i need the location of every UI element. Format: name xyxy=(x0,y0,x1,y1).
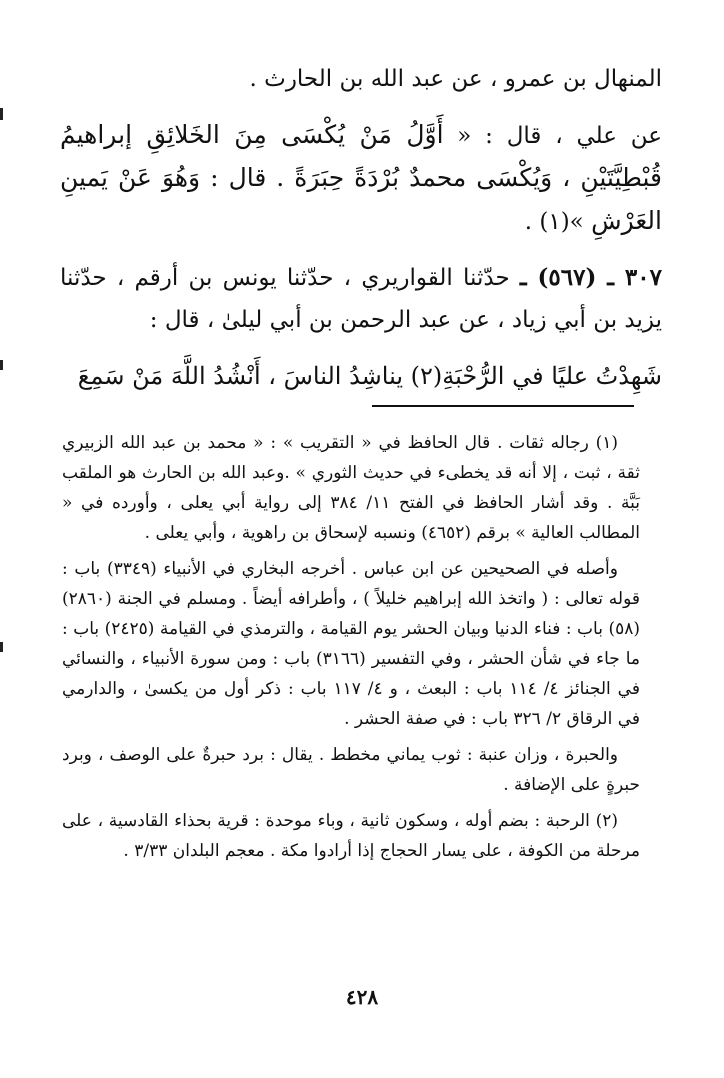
hadith-306-end: »(١) . xyxy=(524,209,592,235)
footnote-1-part-3: والحبرة ، وزان عنبة : ثوب يماني مخطط . يقال : برد حبرةٌ على الوصف ، وبرد حبرةٍ على الإضافة . xyxy=(62,745,640,795)
scan-edge-mark xyxy=(0,642,3,652)
main-text xyxy=(60,58,662,397)
main-line-1: المنهال بن عمرو ، عن عبد الله بن الحارث . xyxy=(249,66,662,92)
footnotes xyxy=(62,428,640,872)
hadith-306-quote: أَوَّلُ مَنْ يُكْسَى مِنَ الخَلائِقِ إبراهيمُ قُبْطِيَّتَيْنِ ، وَيُكْسَى محمدٌ بُرْدَةً حِبَرَةً . قال : وَهُوَ عَنْ يَمينِ العَرْشِ xyxy=(60,120,662,235)
hadith-307-matn: شَهِدْتُ عليًا في الرُّحْبَةِ(٢) يناشِدُ الناسَ ، أَنْشُدُ اللَّهَ مَنْ سَمِعَ xyxy=(77,362,662,390)
hadith-306-intro: عن علي ، قال : « xyxy=(443,123,662,149)
page-number: ٤٢٨ xyxy=(345,985,379,1009)
footnote-1-part-2: وأصله في الصحيحين عن ابن عباس . أخرجه البخاري في الأنبياء (٣٣٤٩) باب : قوله تعالى : ( واتخذ الله إبراهيم خليلاً ) ، وأطرافه أيضاً . ومسلم في الجنة (٢٨٦٠) (٥٨) باب : فناء الدنيا وبيان الحشر يوم القيامة ، والترمذي في القيامة (٢٤٢٥) باب : ما جاء في شأن الحشر ، وفي التفسير (٣١٦٦) باب : ومن سورة الأنبياء ، والنسائي في الجنائز ٤/ ١١٤ باب : البعث ، و ٤/ ١١٧ باب : ذكر أول من يكسىٰ ، والدارمي في الرقاق ٢/ ٣٢٦ باب : في صفة الحشر . xyxy=(62,559,640,729)
scan-edge-mark xyxy=(0,360,3,370)
scan-edge-mark xyxy=(0,108,3,120)
hadith-isnad: حدّثنا القواريري ، حدّثنا يونس بن أرقم ، حدّثنا يزيد بن أبي زياد ، عن عبد الرحمن بن أبي ليلىٰ ، قال : xyxy=(60,265,662,333)
footnote-1-part-1: (١) رجاله ثقات . قال الحافظ في « التقريب » : « محمد بن عبد الله الزبيري ثقة ، ثبت ، إلا أنه قد يخطىء في حديث الثوري » .وعبد الله بن الحارث هو الملقب بَبَّة . وقد أشار الحافظ في الفتح ١١/ ٣٨٤ إلى رواية أبي يعلى ، وأورده في « المطالب العالية » برقم (٤٦٥٢) ونسبه لإسحاق بن راهوية ، وأبي يعلى . xyxy=(62,433,640,543)
hadith-307-paragraph xyxy=(60,257,662,341)
hadith-306-paragraph xyxy=(60,114,662,243)
footnote-2: (٢) الرحبة : بضم أوله ، وسكون ثانية ، وباء موحدة : قرية بحذاء القادسية ، على مرحلة من الكوفة ، على يسار الحجاج إذا أرادوا مكة . معجم البلدان ٣/٣٣ . xyxy=(62,811,640,861)
footnote-divider xyxy=(372,405,634,407)
hadith-number: ٣٠٧ ـ (٥٦٧) ـ xyxy=(519,264,662,291)
